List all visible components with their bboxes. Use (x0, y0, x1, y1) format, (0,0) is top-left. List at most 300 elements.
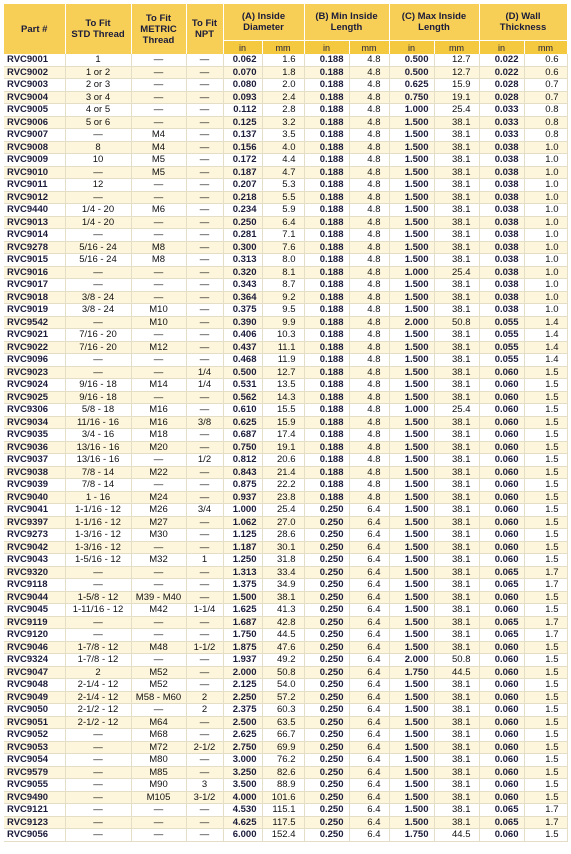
cell-std-thread: — (65, 316, 131, 329)
cell-part-number: RVC9009 (4, 154, 65, 167)
cell-metric-thread: M14 (131, 379, 186, 392)
cell-max-len-mm: 38.1 (434, 229, 479, 242)
cell-part-number: RVC9273 (4, 529, 65, 542)
cell-npt: — (186, 479, 223, 492)
cell-part-number: RVC9021 (4, 329, 65, 342)
cell-npt: — (186, 766, 223, 779)
cell-std-thread: — (65, 779, 131, 792)
cell-npt: 3 (186, 779, 223, 792)
cell-wall-in: 0.060 (479, 716, 524, 729)
cell-id-mm: 54.0 (262, 679, 304, 692)
cell-id-mm: 66.7 (262, 729, 304, 742)
table-row (4, 754, 567, 767)
table-row (4, 704, 567, 717)
cell-id-mm: 117.5 (262, 816, 304, 829)
cell-part-number: RVC9052 (4, 729, 65, 742)
cell-id-in: 0.125 (223, 116, 262, 129)
cell-npt: — (186, 229, 223, 242)
cell-max-len-mm: 38.1 (434, 154, 479, 167)
table-row (4, 566, 567, 579)
cell-metric-thread: — (131, 354, 186, 367)
cell-max-len-mm: 38.1 (434, 716, 479, 729)
cell-max-len-mm: 38.1 (434, 504, 479, 517)
cell-std-thread: 1-7/8 - 12 (65, 654, 131, 667)
cell-std-thread: — (65, 129, 131, 142)
cell-metric-thread: M8 (131, 254, 186, 267)
cell-npt: — (186, 666, 223, 679)
cell-min-len-in: 0.188 (304, 466, 349, 479)
cell-wall-mm: 1.0 (524, 154, 567, 167)
cell-part-number: RVC9050 (4, 704, 65, 717)
cell-min-len-mm: 4.8 (349, 154, 389, 167)
cell-max-len-in: 1.500 (389, 416, 434, 429)
cell-metric-thread: M52 (131, 679, 186, 692)
cell-npt: — (186, 66, 223, 79)
cell-part-number: RVC9022 (4, 341, 65, 354)
cell-metric-thread: M68 (131, 729, 186, 742)
cell-max-len-in: 1.000 (389, 266, 434, 279)
cell-min-len-mm: 6.4 (349, 741, 389, 754)
cell-min-len-in: 0.188 (304, 104, 349, 117)
cell-max-len-in: 1.500 (389, 116, 434, 129)
cell-metric-thread: — (131, 479, 186, 492)
cell-id-mm: 12.7 (262, 366, 304, 379)
cell-id-mm: 9.2 (262, 291, 304, 304)
cell-max-len-in: 1.000 (389, 404, 434, 417)
cell-min-len-in: 0.188 (304, 204, 349, 217)
cell-max-len-mm: 38.1 (434, 529, 479, 542)
cell-max-len-mm: 38.1 (434, 454, 479, 467)
table-row (4, 379, 567, 392)
cell-id-mm: 15.9 (262, 416, 304, 429)
cell-wall-in: 0.060 (479, 641, 524, 654)
cell-id-in: 2.625 (223, 729, 262, 742)
cell-metric-thread: M12 (131, 341, 186, 354)
cell-min-len-mm: 6.4 (349, 529, 389, 542)
cell-id-in: 2.375 (223, 704, 262, 717)
cell-id-mm: 88.9 (262, 779, 304, 792)
cell-max-len-mm: 38.1 (434, 754, 479, 767)
cell-part-number: RVC9016 (4, 266, 65, 279)
cell-max-len-mm: 38.1 (434, 129, 479, 142)
cell-metric-thread: M10 (131, 304, 186, 317)
cell-npt: — (186, 579, 223, 592)
cell-wall-mm: 1.0 (524, 241, 567, 254)
table-row (4, 366, 567, 379)
cell-max-len-mm: 38.1 (434, 191, 479, 204)
cell-max-len-mm: 38.1 (434, 329, 479, 342)
cell-id-mm: 63.5 (262, 716, 304, 729)
cell-min-len-mm: 4.8 (349, 341, 389, 354)
cell-wall-in: 0.060 (479, 691, 524, 704)
cell-id-in: 0.137 (223, 129, 262, 142)
cell-npt: — (186, 804, 223, 817)
cell-id-in: 0.343 (223, 279, 262, 292)
cell-id-mm: 1.6 (262, 54, 304, 66)
cell-min-len-mm: 6.4 (349, 579, 389, 592)
cell-id-mm: 20.6 (262, 454, 304, 467)
cell-id-in: 1.687 (223, 616, 262, 629)
cell-min-len-in: 0.250 (304, 741, 349, 754)
cell-max-len-in: 0.500 (389, 66, 434, 79)
cell-metric-thread: M18 (131, 429, 186, 442)
cell-wall-mm: 1.4 (524, 341, 567, 354)
cell-max-len-in: 1.500 (389, 329, 434, 342)
table-row (4, 179, 567, 192)
cell-min-len-mm: 4.8 (349, 266, 389, 279)
cell-max-len-in: 1.500 (389, 229, 434, 242)
cell-max-len-in: 1.500 (389, 304, 434, 317)
cell-wall-mm: 1.5 (524, 716, 567, 729)
table-row (4, 654, 567, 667)
cell-min-len-mm: 6.4 (349, 829, 389, 842)
cell-metric-thread: — (131, 66, 186, 79)
cell-metric-thread: — (131, 816, 186, 829)
cell-min-len-mm: 4.8 (349, 379, 389, 392)
cell-std-thread: 1-7/8 - 12 (65, 641, 131, 654)
cell-wall-in: 0.038 (479, 241, 524, 254)
cell-min-len-mm: 4.8 (349, 204, 389, 217)
cell-part-number: RVC9051 (4, 716, 65, 729)
table-row (4, 166, 567, 179)
cell-max-len-in: 1.500 (389, 754, 434, 767)
cell-std-thread: — (65, 729, 131, 742)
cell-id-in: 0.937 (223, 491, 262, 504)
cell-metric-thread: M16 (131, 404, 186, 417)
cell-min-len-mm: 4.8 (349, 479, 389, 492)
table-row (4, 554, 567, 567)
cell-id-in: 0.313 (223, 254, 262, 267)
cell-max-len-mm: 38.1 (434, 466, 479, 479)
cell-part-number: RVC9012 (4, 191, 65, 204)
cell-std-thread: — (65, 616, 131, 629)
cell-npt: — (186, 679, 223, 692)
cell-max-len-in: 1.500 (389, 604, 434, 617)
cell-max-len-in: 1.500 (389, 454, 434, 467)
table-row (4, 404, 567, 417)
cell-min-len-in: 0.250 (304, 816, 349, 829)
cell-max-len-in: 1.500 (389, 341, 434, 354)
cell-wall-in: 0.060 (479, 754, 524, 767)
cell-min-len-in: 0.188 (304, 129, 349, 142)
cell-max-len-mm: 38.1 (434, 391, 479, 404)
cell-part-number: RVC9011 (4, 179, 65, 192)
cell-min-len-mm: 6.4 (349, 641, 389, 654)
cell-metric-thread: — (131, 54, 186, 66)
cell-min-len-in: 0.250 (304, 791, 349, 804)
cell-metric-thread: — (131, 454, 186, 467)
cell-min-len-mm: 6.4 (349, 816, 389, 829)
cell-id-in: 0.406 (223, 329, 262, 342)
cell-part-number: RVC9038 (4, 466, 65, 479)
cell-min-len-mm: 4.8 (349, 91, 389, 104)
cell-wall-mm: 1.5 (524, 754, 567, 767)
cell-part-number: RVC9040 (4, 491, 65, 504)
cell-part-number: RVC9053 (4, 741, 65, 754)
unit-mm-c: mm (434, 41, 479, 55)
cell-npt: 1-1/2 (186, 641, 223, 654)
cell-max-len-mm: 25.4 (434, 404, 479, 417)
cell-wall-in: 0.060 (479, 516, 524, 529)
cell-min-len-mm: 6.4 (349, 654, 389, 667)
cell-id-in: 2.000 (223, 666, 262, 679)
cell-npt: — (186, 241, 223, 254)
cell-min-len-mm: 6.4 (349, 554, 389, 567)
cell-npt: — (186, 154, 223, 167)
cell-wall-in: 0.060 (479, 391, 524, 404)
cell-std-thread: 7/16 - 20 (65, 329, 131, 342)
cell-id-mm: 60.3 (262, 704, 304, 717)
cell-part-number: RVC9047 (4, 666, 65, 679)
cell-part-number: RVC9007 (4, 129, 65, 142)
cell-wall-mm: 1.5 (524, 366, 567, 379)
cell-min-len-mm: 4.8 (349, 416, 389, 429)
cell-npt: — (186, 254, 223, 267)
cell-min-len-in: 0.188 (304, 254, 349, 267)
cell-max-len-mm: 38.1 (434, 166, 479, 179)
table-row (4, 391, 567, 404)
cell-metric-thread: — (131, 191, 186, 204)
table-row (4, 266, 567, 279)
cell-metric-thread: M32 (131, 554, 186, 567)
table-row (4, 579, 567, 592)
table-row (4, 716, 567, 729)
cell-part-number: RVC9306 (4, 404, 65, 417)
cell-std-thread: 10 (65, 154, 131, 167)
cell-std-thread: — (65, 629, 131, 642)
cell-id-in: 3.500 (223, 779, 262, 792)
cell-metric-thread: M5 (131, 154, 186, 167)
header-inside-diameter: (A) Inside Diameter (223, 4, 304, 41)
cell-wall-mm: 1.7 (524, 616, 567, 629)
cell-npt: — (186, 329, 223, 342)
cell-id-in: 3.000 (223, 754, 262, 767)
cell-wall-in: 0.060 (479, 504, 524, 517)
cell-npt: — (186, 191, 223, 204)
cell-npt: — (186, 616, 223, 629)
cell-wall-mm: 1.5 (524, 679, 567, 692)
cell-max-len-in: 1.500 (389, 529, 434, 542)
cell-metric-thread: M20 (131, 441, 186, 454)
cell-npt: 3/4 (186, 504, 223, 517)
cell-std-thread: 1-1/16 - 12 (65, 516, 131, 529)
cell-max-len-mm: 38.1 (434, 341, 479, 354)
cell-std-thread: 3/8 - 24 (65, 304, 131, 317)
cell-max-len-mm: 38.1 (434, 204, 479, 217)
cell-wall-in: 0.022 (479, 54, 524, 66)
cell-wall-mm: 1.0 (524, 179, 567, 192)
table-row (4, 641, 567, 654)
cell-min-len-mm: 4.8 (349, 329, 389, 342)
cell-wall-mm: 1.5 (524, 666, 567, 679)
cell-min-len-mm: 4.8 (349, 254, 389, 267)
cell-id-mm: 1.8 (262, 66, 304, 79)
cell-max-len-mm: 38.1 (434, 429, 479, 442)
cell-std-thread: — (65, 566, 131, 579)
cell-wall-mm: 1.5 (524, 729, 567, 742)
cell-npt: — (186, 54, 223, 66)
cell-npt: — (186, 266, 223, 279)
cell-part-number: RVC9048 (4, 679, 65, 692)
cell-part-number: RVC9003 (4, 79, 65, 92)
cell-min-len-mm: 6.4 (349, 679, 389, 692)
cell-id-mm: 8.1 (262, 266, 304, 279)
cell-wall-in: 0.060 (479, 554, 524, 567)
cell-npt: — (186, 729, 223, 742)
cell-part-number: RVC9015 (4, 254, 65, 267)
cell-part-number: RVC9320 (4, 566, 65, 579)
table-header (4, 4, 567, 54)
cell-min-len-mm: 4.8 (349, 104, 389, 117)
cell-npt: — (186, 429, 223, 442)
cell-wall-in: 0.055 (479, 329, 524, 342)
cell-min-len-mm: 4.8 (349, 216, 389, 229)
cell-std-thread: — (65, 766, 131, 779)
cell-max-len-mm: 15.9 (434, 79, 479, 92)
header-metric-thread: To Fit METRIC Thread (131, 4, 186, 54)
cell-min-len-mm: 4.8 (349, 404, 389, 417)
table-row (4, 204, 567, 217)
cell-wall-mm: 1.0 (524, 216, 567, 229)
cell-npt: — (186, 141, 223, 154)
cell-min-len-mm: 4.8 (349, 491, 389, 504)
cell-min-len-mm: 4.8 (349, 391, 389, 404)
cell-id-mm: 15.5 (262, 404, 304, 417)
cell-wall-mm: 1.5 (524, 454, 567, 467)
cell-metric-thread: M10 (131, 316, 186, 329)
cell-metric-thread: — (131, 654, 186, 667)
cell-id-mm: 4.7 (262, 166, 304, 179)
table-row (4, 304, 567, 317)
cell-id-in: 0.156 (223, 141, 262, 154)
table-row (4, 616, 567, 629)
cell-wall-in: 0.060 (479, 604, 524, 617)
cell-id-in: 0.070 (223, 66, 262, 79)
table-row (4, 279, 567, 292)
cell-max-len-in: 1.500 (389, 429, 434, 442)
cell-max-len-mm: 38.1 (434, 179, 479, 192)
cell-npt: — (186, 829, 223, 842)
cell-part-number: RVC9013 (4, 216, 65, 229)
cell-max-len-in: 1.500 (389, 279, 434, 292)
cell-std-thread: — (65, 579, 131, 592)
cell-id-in: 0.093 (223, 91, 262, 104)
cell-max-len-mm: 38.1 (434, 679, 479, 692)
cell-std-thread: — (65, 191, 131, 204)
cell-id-mm: 34.9 (262, 579, 304, 592)
cell-min-len-in: 0.188 (304, 441, 349, 454)
cell-metric-thread: M4 (131, 129, 186, 142)
header-part-number: Part # (4, 4, 65, 54)
cell-npt: — (186, 204, 223, 217)
cell-npt: — (186, 166, 223, 179)
cell-max-len-mm: 38.1 (434, 554, 479, 567)
cell-min-len-mm: 6.4 (349, 691, 389, 704)
cell-min-len-mm: 6.4 (349, 779, 389, 792)
cell-std-thread: 9/16 - 18 (65, 391, 131, 404)
cell-metric-thread: — (131, 366, 186, 379)
cell-wall-in: 0.060 (479, 654, 524, 667)
cell-min-len-in: 0.188 (304, 291, 349, 304)
cell-part-number: RVC9440 (4, 204, 65, 217)
cell-npt: — (186, 591, 223, 604)
unit-in-b: in (304, 41, 349, 55)
cell-id-in: 4.000 (223, 791, 262, 804)
cell-id-in: 0.234 (223, 204, 262, 217)
cell-wall-mm: 1.0 (524, 141, 567, 154)
cell-part-number: RVC9014 (4, 229, 65, 242)
cell-wall-in: 0.060 (479, 466, 524, 479)
cell-min-len-mm: 4.8 (349, 366, 389, 379)
cell-part-number: RVC9049 (4, 691, 65, 704)
cell-min-len-in: 0.250 (304, 579, 349, 592)
cell-metric-thread: M26 (131, 504, 186, 517)
cell-metric-thread: — (131, 579, 186, 592)
cell-npt: 1/2 (186, 454, 223, 467)
cell-max-len-in: 1.500 (389, 729, 434, 742)
cell-std-thread: 12 (65, 179, 131, 192)
cell-wall-mm: 1.5 (524, 429, 567, 442)
cell-max-len-in: 1.500 (389, 791, 434, 804)
cell-wall-mm: 1.5 (524, 541, 567, 554)
cell-npt: — (186, 79, 223, 92)
header-wall-thickness: (D) Wall Thickness (479, 4, 567, 41)
cell-metric-thread: — (131, 179, 186, 192)
cell-min-len-mm: 6.4 (349, 504, 389, 517)
cell-std-thread: 2-1/2 - 12 (65, 716, 131, 729)
cell-wall-mm: 1.5 (524, 791, 567, 804)
cell-max-len-mm: 38.1 (434, 566, 479, 579)
cell-min-len-in: 0.250 (304, 541, 349, 554)
cell-npt: — (186, 279, 223, 292)
cell-std-thread: 5 or 6 (65, 116, 131, 129)
cell-metric-thread: M22 (131, 466, 186, 479)
cell-id-in: 0.750 (223, 441, 262, 454)
cell-wall-mm: 0.8 (524, 104, 567, 117)
cell-npt: — (186, 216, 223, 229)
cell-id-mm: 5.9 (262, 204, 304, 217)
cell-id-mm: 25.4 (262, 504, 304, 517)
cell-max-len-in: 1.500 (389, 154, 434, 167)
cell-part-number: RVC9025 (4, 391, 65, 404)
cell-npt: — (186, 816, 223, 829)
cell-wall-in: 0.060 (479, 454, 524, 467)
table-row (4, 604, 567, 617)
cell-min-len-in: 0.188 (304, 91, 349, 104)
cell-wall-mm: 1.5 (524, 779, 567, 792)
cell-id-in: 3.250 (223, 766, 262, 779)
table-row (4, 104, 567, 117)
cell-min-len-mm: 4.8 (349, 279, 389, 292)
cell-wall-mm: 1.5 (524, 479, 567, 492)
cell-max-len-in: 1.500 (389, 479, 434, 492)
cell-std-thread: — (65, 741, 131, 754)
cell-min-len-in: 0.250 (304, 654, 349, 667)
cell-max-len-in: 2.000 (389, 316, 434, 329)
cell-min-len-mm: 4.8 (349, 54, 389, 66)
cell-metric-thread: — (131, 704, 186, 717)
cell-std-thread: — (65, 366, 131, 379)
cell-metric-thread: M90 (131, 779, 186, 792)
cell-wall-mm: 1.5 (524, 604, 567, 617)
cell-std-thread: 9/16 - 18 (65, 379, 131, 392)
table-row (4, 54, 567, 66)
cell-wall-in: 0.060 (479, 441, 524, 454)
cell-max-len-in: 1.500 (389, 704, 434, 717)
cell-min-len-in: 0.250 (304, 666, 349, 679)
cell-npt: — (186, 716, 223, 729)
table-row (4, 504, 567, 517)
